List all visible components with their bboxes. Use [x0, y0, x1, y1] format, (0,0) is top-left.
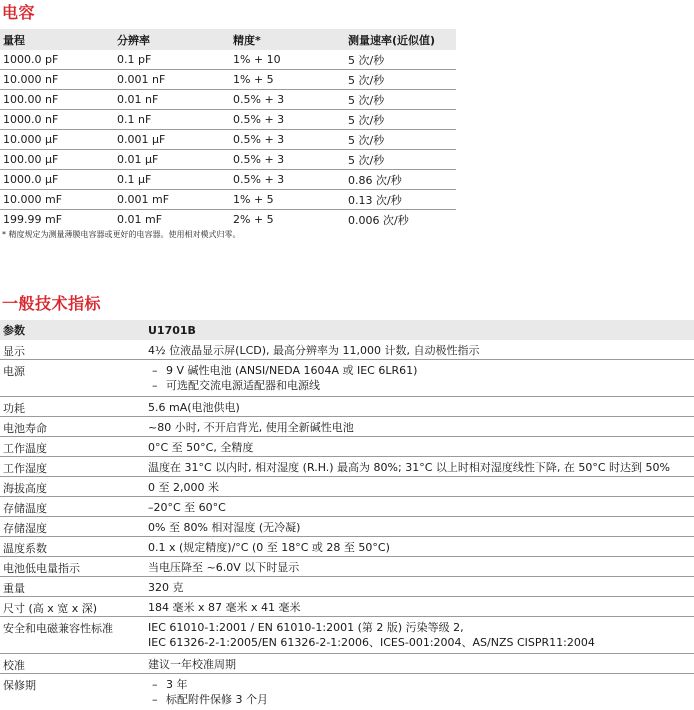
table-row [0, 150, 456, 170]
table-row [0, 170, 456, 190]
table-cell: 0.001 µF [117, 133, 166, 146]
table-row [0, 210, 456, 229]
bullet-dash: – [152, 379, 158, 392]
header-parameter: 参数 [3, 324, 25, 337]
bullet-dash: – [152, 364, 158, 377]
table-cell: 5 次/秒 [348, 113, 385, 127]
spec-value-line [148, 400, 694, 415]
spec-parameter: 工作温度 [3, 442, 47, 455]
spec-value-line [148, 600, 694, 615]
table-cell: 5 次/秒 [348, 93, 385, 107]
spec-parameter: 尺寸 (高 x 宽 x 深) [3, 602, 98, 615]
spec-value [148, 674, 694, 710]
spec-row [0, 360, 694, 397]
spec-value-line [148, 480, 694, 495]
spec-value [148, 457, 694, 476]
spec-value-text: 184 毫米 x 87 毫米 x 41 毫米 [148, 601, 301, 614]
table-row [0, 110, 456, 130]
spec-value-text: 当电压降至 ~6.0V 以下时显示 [148, 561, 300, 574]
spec-value-text: 0% 至 80% 相对湿度 (无冷凝) [148, 521, 301, 534]
spec-value-text: 0.1 x (规定精度)/°C (0 至 18°C 或 28 至 50°C) [148, 541, 390, 554]
spec-value [148, 360, 694, 396]
spec-row [0, 557, 694, 577]
spec-value-line [148, 560, 694, 575]
table-cell: 0.1 µF [117, 173, 152, 186]
spec-row [0, 577, 694, 597]
header-range: 量程 [3, 33, 25, 47]
table-cell: 0.1 pF [117, 53, 152, 66]
spec-row [0, 477, 694, 497]
spec-row [0, 340, 694, 360]
bullet-dash: – [152, 678, 158, 691]
spec-value-line [148, 657, 694, 672]
spec-parameter: 工作湿度 [3, 462, 47, 475]
spec-value-line [148, 363, 694, 378]
spec-parameter: 功耗 [3, 402, 25, 415]
spec-value-text: 3 年 [166, 678, 188, 691]
header-rate: 测量速率(近似值) [348, 33, 436, 47]
spec-value [148, 617, 694, 653]
table-cell: 1% + 10 [233, 53, 281, 66]
spec-row [0, 537, 694, 557]
spec-value-line [148, 500, 694, 515]
spec-value [148, 537, 694, 556]
table-cell: 100.00 nF [3, 93, 59, 106]
spec-value-line [148, 692, 694, 707]
table-row [0, 190, 456, 210]
table-row [0, 50, 456, 70]
table-cell: 1000.0 nF [3, 113, 59, 126]
spec-value-line [148, 420, 694, 435]
table-row [0, 90, 456, 110]
spec-row [0, 674, 694, 710]
spec-row [0, 517, 694, 537]
spec-row [0, 497, 694, 517]
spec-value-text: 9 V 碱性电池 (ANSI/NEDA 1604A 或 IEC 6LR61) [166, 364, 418, 377]
spec-value [148, 437, 694, 456]
table-row [0, 130, 456, 150]
table-cell: 0.5% + 3 [233, 113, 285, 126]
table-cell: 5 次/秒 [348, 153, 385, 167]
spec-row [0, 597, 694, 617]
table-cell: 0.001 nF [117, 73, 166, 86]
spec-row [0, 397, 694, 417]
general-specs-header [0, 320, 694, 340]
spec-parameter: 存储温度 [3, 502, 47, 515]
table-cell: 0.86 次/秒 [348, 173, 402, 187]
table-cell: 1% + 5 [233, 193, 274, 206]
table-cell: 0.01 mF [117, 213, 163, 226]
spec-value-line [148, 540, 694, 555]
spec-value-line [148, 343, 694, 358]
spec-parameter: 海拔高度 [3, 482, 47, 495]
spec-value-text: 0 至 2,000 米 [148, 481, 219, 494]
spec-value-text: 可选配交流电源适配器和电源线 [166, 379, 320, 392]
table-cell: 0.01 µF [117, 153, 159, 166]
table-cell: 0.13 次/秒 [348, 193, 402, 207]
spec-value-line [148, 440, 694, 455]
general-specs-section-title: 一般技术指标 [2, 294, 102, 313]
general-specs-table [0, 320, 694, 710]
spec-value [148, 557, 694, 576]
table-cell: 10.000 nF [3, 73, 59, 86]
header-model: U1701B [148, 323, 196, 337]
spec-value-text: 标配附件保修 3 个月 [166, 693, 268, 706]
spec-value-line [148, 460, 694, 475]
spec-parameter: 电源 [3, 365, 25, 378]
spec-value-text: 5.6 mA(电池供电) [148, 401, 240, 414]
header-accuracy: 精度* [233, 33, 261, 47]
spec-value-text: 温度在 31°C 以内时, 相对湿度 (R.H.) 最高为 80%; 31°C 以上时相对湿度线性下降, 在 50°C 时达到 50% [148, 461, 670, 474]
spec-value [148, 597, 694, 616]
spec-value-text: IEC 61010-1:2001 / EN 61010-1:2001 (第 2 版) 污染等级 2, [148, 621, 464, 634]
table-cell: 0.001 mF [117, 193, 170, 206]
table-cell: 199.99 mF [3, 213, 63, 226]
capacitance-table [0, 29, 456, 229]
spec-value [148, 577, 694, 596]
spec-parameter: 电池寿命 [3, 422, 47, 435]
spec-value-line [148, 580, 694, 595]
spec-value-text: ~80 小时, 不开启背光, 使用全新碱性电池 [148, 421, 354, 434]
spec-value [148, 477, 694, 496]
table-cell: 2% + 5 [233, 213, 274, 226]
table-cell: 0.5% + 3 [233, 173, 285, 186]
spec-value-line [148, 520, 694, 535]
spec-row [0, 437, 694, 457]
table-row [0, 70, 456, 90]
spec-row [0, 654, 694, 674]
table-cell: 5 次/秒 [348, 133, 385, 147]
table-cell: 100.00 µF [3, 153, 59, 166]
table-cell: 0.006 次/秒 [348, 213, 409, 227]
spec-value-text: 建议一年校准周期 [148, 658, 236, 671]
spec-parameter: 电池低电量指示 [3, 562, 80, 575]
spec-value [148, 340, 694, 359]
spec-value [148, 654, 694, 673]
table-cell: 0.01 nF [117, 93, 159, 106]
bullet-dash: – [152, 693, 158, 706]
spec-value [148, 497, 694, 516]
spec-parameter: 存储湿度 [3, 522, 47, 535]
spec-row [0, 617, 694, 654]
capacitance-section-title: 电容 [2, 3, 36, 22]
spec-value [148, 417, 694, 436]
spec-parameter: 重量 [3, 582, 25, 595]
table-cell: 10.000 µF [3, 133, 59, 146]
spec-value-line [148, 635, 694, 650]
table-cell: 1000.0 pF [3, 53, 59, 66]
spec-row [0, 417, 694, 437]
table-cell: 0.1 nF [117, 113, 152, 126]
spec-value [148, 517, 694, 536]
spec-value-text: IEC 61326-2-1:2005/EN 61326-2-1:2006、ICES-001:2004、AS/NZS CISPR11:2004 [148, 636, 595, 649]
spec-parameter: 显示 [3, 345, 25, 358]
spec-value-text: –20°C 至 60°C [148, 501, 226, 514]
table-cell: 1000.0 µF [3, 173, 59, 186]
table-cell: 5 次/秒 [348, 53, 385, 67]
spec-value-line [148, 378, 694, 393]
spec-value-line [148, 620, 694, 635]
table-cell: 0.5% + 3 [233, 133, 285, 146]
spec-value-text: 0°C 至 50°C, 全精度 [148, 441, 254, 454]
spec-value-line [148, 677, 694, 692]
spec-value-text: 320 克 [148, 581, 184, 594]
capacitance-footnote: * 精度规定为测量薄膜电容器或更好的电容器。使用相对模式归零。 [2, 230, 241, 239]
spec-value-text: 4½ 位液晶显示屏(LCD), 最高分辨率为 11,000 计数, 自动极性指示 [148, 344, 480, 357]
table-cell: 0.5% + 3 [233, 153, 285, 166]
table-cell: 10.000 mF [3, 193, 63, 206]
spec-parameter: 校准 [3, 659, 25, 672]
table-cell: 0.5% + 3 [233, 93, 285, 106]
capacitance-table-header [0, 29, 456, 50]
spec-row [0, 457, 694, 477]
table-cell: 5 次/秒 [348, 73, 385, 87]
header-resolution: 分辨率 [117, 33, 150, 47]
spec-parameter: 保修期 [3, 679, 36, 692]
spec-parameter: 温度系数 [3, 542, 47, 555]
spec-value [148, 397, 694, 416]
spec-parameter: 安全和电磁兼容性标准 [3, 622, 113, 635]
table-cell: 1% + 5 [233, 73, 274, 86]
